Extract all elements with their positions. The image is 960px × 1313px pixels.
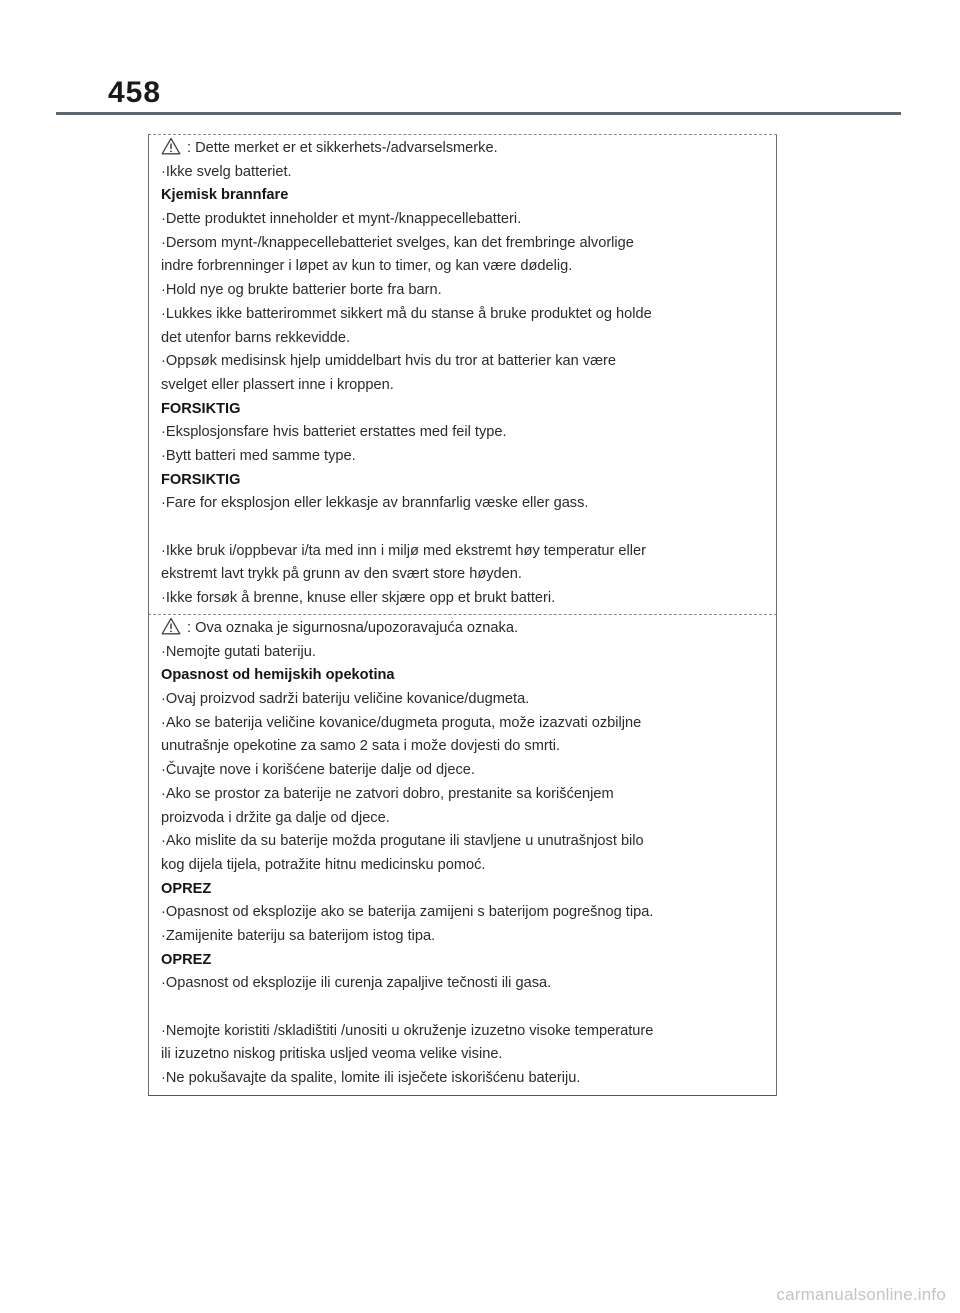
section-heading: Kjemisk brannfare — [161, 187, 289, 204]
text-line: indre forbrenninger i løpet av kun to timer, og kan være dødelig. — [161, 258, 573, 275]
warning-panel-norwegian — [148, 134, 777, 614]
blank-line — [161, 996, 768, 1020]
text-line: ·Čuvajte nove i korišćene baterije dalje od djece. — [161, 762, 475, 779]
warning-triangle-icon — [161, 137, 181, 155]
text-line: ·Dersom mynt-/knappecellebatteriet svelges, kan det frembringe alvorlige — [161, 234, 634, 251]
text-line: ·Hold nye og brukte batterier borte fra barn. — [161, 282, 442, 299]
blank-line — [161, 516, 768, 540]
text-line: ·Ako se prostor za baterije ne zatvori dobro, prestanite sa korišćenjem — [161, 785, 614, 802]
text-line: ·Nemojte gutati bateriju. — [161, 643, 316, 660]
text-line: kog dijela tijela, potražite hitnu medicinsku pomoć. — [161, 856, 486, 873]
text-line: ·Ako mislite da su baterije možda progutane ili stavljene u unutrašnjost bilo — [161, 833, 644, 850]
section-heading: OPREZ — [161, 880, 212, 897]
text-line: ·Ikke bruk i/oppbevar i/ta med inn i miljø med ekstremt høy temperatur eller — [161, 542, 647, 559]
warning-triangle-icon — [161, 617, 181, 635]
norwegian-text-lines — [161, 161, 768, 611]
text-line: det utenfor barns rekkevidde. — [161, 329, 351, 346]
footer-watermark: carmanualsonline.info — [776, 1285, 946, 1304]
text-line: ·Bytt batteri med samme type. — [161, 447, 356, 464]
text-line: ili izuzetno niskog pritiska usljed veoma velike visine. — [161, 1046, 503, 1063]
section-heading: OPREZ — [161, 951, 212, 968]
text-line: unutrašnje opekotine za samo 2 sata i može dovjesti do smrti. — [161, 738, 561, 755]
text-line: ·Oppsøk medisinsk hjelp umiddelbart hvis du tror at batterier kan være — [161, 353, 617, 370]
text-line: ·Nemojte koristiti /skladištiti /unositi u okruženje izuzetno visoke temperature — [161, 1022, 654, 1039]
text-line: ·Ikke svelg batteriet. — [161, 163, 292, 180]
intro-text: : Ova oznaka je sigurnosna/upozoravajuća oznaka. — [187, 620, 518, 636]
section-heading: Opasnost od hemijskih opekotina — [161, 667, 395, 684]
section-heading: FORSIKTIG — [161, 471, 241, 488]
text-line: ·Ako se baterija veličine kovanice/dugmeta proguta, može izazvati ozbiljne — [161, 714, 642, 731]
text-line: ·Lukkes ikke batterirommet sikkert må du stanse å bruke produktet og holde — [161, 305, 652, 322]
section-heading: FORSIKTIG — [161, 400, 241, 417]
text-line: ·Dette produktet inneholder et mynt-/knappecellebatteri. — [161, 211, 522, 228]
warning-panel-croatian — [148, 614, 777, 1096]
text-line: ·Eksplosjonsfare hvis batteriet erstattes med feil type. — [161, 424, 507, 441]
text-line: ·Opasnost od eksplozije ili curenja zapaljive tečnosti ili gasa. — [161, 975, 552, 992]
croatian-text-lines — [161, 641, 768, 1091]
header-divider — [56, 112, 901, 115]
intro-text: : Dette merket er et sikkerhets-/advarselsmerke. — [187, 140, 498, 156]
text-line: ·Ikke forsøk å brenne, knuse eller skjære opp et brukt batteri. — [161, 590, 556, 607]
page-number: 458 — [108, 76, 162, 109]
warning-intro-norwegian — [161, 137, 768, 161]
text-line: proizvoda i držite ga dalje od djece. — [161, 809, 390, 826]
text-line: ·Opasnost od eksplozije ako se baterija zamijeni s baterijom pogrešnog tipa. — [161, 904, 654, 921]
warning-intro-croatian — [161, 617, 768, 641]
text-line: ·Ne pokušavajte da spalite, lomite ili isječete iskorišćenu bateriju. — [161, 1070, 581, 1087]
text-line: ekstremt lavt trykk på grunn av den svært store høyden. — [161, 566, 522, 583]
text-line: svelget eller plassert inne i kroppen. — [161, 376, 394, 393]
text-line: ·Zamijenite bateriju sa baterijom istog tipa. — [161, 927, 436, 944]
text-line: ·Fare for eksplosjon eller lekkasje av brannfarlig væske eller gass. — [161, 495, 589, 512]
text-line: ·Ovaj proizvod sadrži bateriju veličine kovanice/dugmeta. — [161, 691, 530, 708]
